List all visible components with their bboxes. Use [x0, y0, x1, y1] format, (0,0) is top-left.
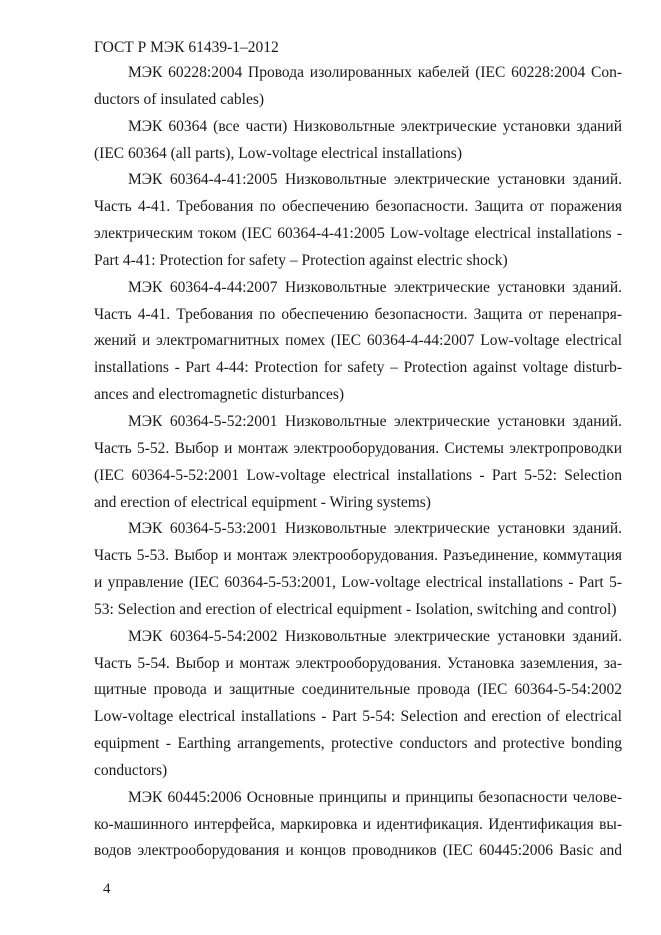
text-line: Часть 4-41. Требования по обеспечению безопасности. Защита от поражения	[94, 198, 622, 216]
text-line: (IEC 60364 (all parts), Low-voltage electrical installations)	[94, 144, 463, 162]
text-line: equipment - Earthing arrangements, protective conductors and protective bonding	[94, 735, 622, 753]
text-line: Part 4-41: Protection for safety – Protection against electric shock)	[94, 251, 508, 269]
text-line: МЭК 60364-5-54:2002 Низковольтные электрические установки зданий.	[128, 627, 622, 645]
text-line: МЭК 60364-4-44:2007 Низковольтные электрические установки зданий.	[128, 278, 622, 296]
text-line: Low-voltage electrical installations - Part 5-54: Selection and erection of electrical	[94, 708, 622, 726]
text-line: МЭК 60364-5-53:2001 Низковольтные электрические установки зданий.	[128, 520, 622, 538]
text-line: МЭК 60228:2004 Провода изолированных кабелей (IEC 60228:2004 Con-	[128, 64, 622, 81]
text-line: and erection of electrical equipment - Wiring systems)	[94, 493, 431, 511]
text-line: МЭК 60364 (все части) Низковольтные электрические установки зданий	[128, 117, 622, 135]
text-line: Часть 5-53. Выбор и монтаж электрооборудования. Разъединение, коммутация	[94, 547, 622, 565]
document-header: ГОСТ Р МЭК 61439-1–2012	[94, 39, 279, 56]
text-line: и управление (IEC 60364-5-53:2001, Low-voltage electrical installations - Part 5-	[94, 574, 622, 592]
text-line: installations - Part 4-44: Protection for safety – Protection against voltage disturb-	[94, 359, 622, 377]
text-line: МЭК 60364-5-52:2001 Низковольтные электрические установки зданий.	[128, 412, 622, 430]
text-line: Часть 4-41. Требования по обеспечению безопасности. Защита от перенапря-	[94, 305, 622, 323]
text-line: электрическим током (IEC 60364-4-41:2005 Low-voltage electrical installations -	[94, 225, 622, 243]
text-line: Часть 5-54. Выбор и монтаж электрооборудования. Установка заземления, за-	[94, 654, 622, 672]
text-line: ко-машинного интерфейса, маркировка и идентификация. Идентификация вы-	[94, 815, 622, 833]
document-body	[94, 60, 622, 865]
text-line: щитные провода и защитные соединительные провода (IEC 60364-5-54:2002	[94, 681, 622, 699]
text-line: conductors)	[94, 761, 168, 779]
text-line: Часть 5-52. Выбор и монтаж электрооборудования. Системы электропроводки	[94, 439, 622, 457]
text-line: жений и электромагнитных помех (IEC 60364-4-44:2007 Low-voltage electrical	[94, 332, 622, 350]
text-line: ances and electromagnetic disturbances)	[94, 386, 345, 404]
text-line: ductors of insulated cables)	[94, 90, 265, 108]
text-line: МЭК 60364-4-41:2005 Низковольтные электрические установки зданий.	[128, 171, 622, 189]
text-line: МЭК 60445:2006 Основные принципы и принципы безопасности челове-	[128, 788, 622, 806]
text-line: 53: Selection and erection of electrical equipment - Isolation, switching and control)	[94, 600, 617, 618]
text-line: водов электрооборудования и концов проводников (IEC 60445:2006 Basic and	[94, 842, 622, 860]
text-line: (IEC 60364-5-52:2001 Low-voltage electrical installations - Part 5-52: Selection	[94, 466, 622, 484]
page-number: 4	[103, 881, 111, 897]
